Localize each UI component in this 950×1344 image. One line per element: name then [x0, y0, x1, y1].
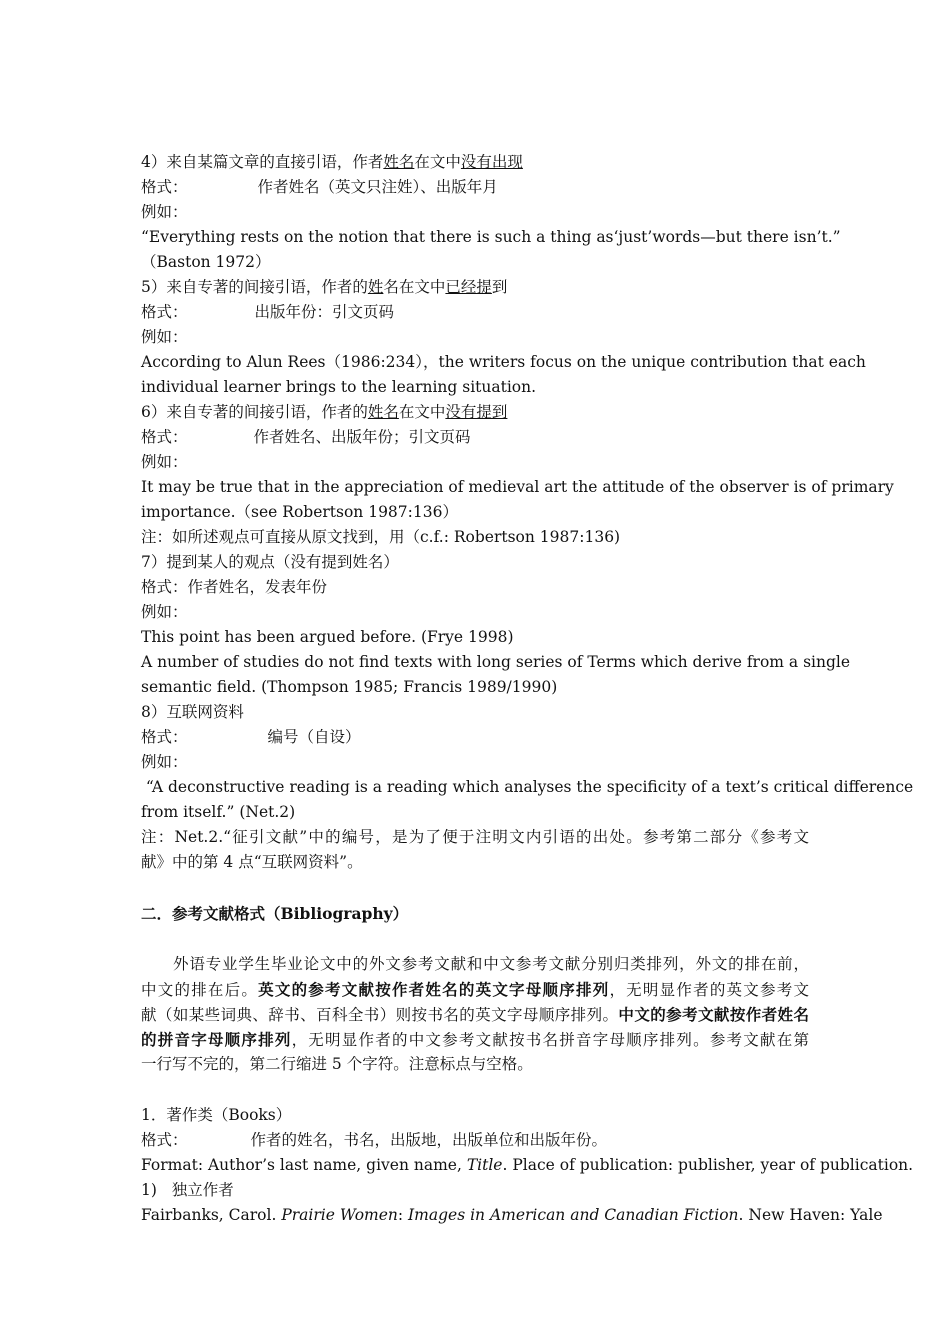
- section-7-example-label: 例如：: [141, 603, 188, 621]
- bibliography-paragraph-line-3: [141, 1002, 809, 1027]
- section-5-example-line-2: individual learner brings to the learning situation.: [141, 378, 537, 396]
- section-4-example-line-2: （Baston 1972）: [141, 253, 271, 271]
- section-5-example-line-1: According to Alun Rees（1986:234），the writers focus on the unique contribution that each: [141, 353, 866, 371]
- bold-text: 英文的参考文献按作者姓名的英文字母顺序排列: [258, 980, 610, 999]
- books-heading: 1．著作类（Books）: [141, 1106, 292, 1124]
- document-body: [141, 150, 914, 1228]
- bibliography-paragraph-line-2: [141, 977, 809, 1002]
- heading-text: 5）来自专著的间接引语，作者的: [141, 278, 368, 296]
- bibliography-paragraph-line-1: 外语专业学生毕业论文中的外文参考文献和中文参考文献分别归类排列，外文的排在前，: [173, 955, 809, 973]
- spacer: [141, 1077, 809, 1103]
- format-text: 作者姓名（英文只注姓）、出版年月: [257, 178, 498, 196]
- heading-text: 4）来自某篇文章的直接引语，作者: [141, 153, 384, 171]
- section-5-example-label: 例如：: [141, 328, 188, 346]
- spacer: [141, 926, 809, 952]
- section-4-example-line-1: “Everything rests on the notion that there is such a thing as‘just’words—but there isn’t.”: [141, 228, 841, 246]
- paragraph-text: ，无明显作者的英文参考文: [609, 981, 809, 999]
- section-6-example-line-1: It may be true that in the appreciation of medieval art the attitude of the observer is of primary: [141, 478, 894, 496]
- section-4-example-label: 例如：: [141, 203, 188, 221]
- section-5-format: [141, 300, 809, 325]
- italic-text: Prairie Women: [281, 1206, 398, 1224]
- format-label: 格式：: [141, 303, 188, 321]
- section-6-format: [141, 425, 809, 450]
- format-text: 编号（自设）: [267, 728, 361, 746]
- format-text: . Place of publication: publisher, year of publication.: [502, 1156, 914, 1174]
- heading-text: 到: [491, 278, 508, 296]
- format-text: Format: Author’s last name, given name,: [141, 1156, 467, 1174]
- heading-text: 名在文中: [383, 278, 446, 296]
- underlined-text: 姓: [367, 278, 384, 296]
- section-4-format: [141, 175, 809, 200]
- citation-text: Fairbanks, Carol.: [141, 1206, 282, 1224]
- section-7-format: 格式：作者姓名，发表年份: [141, 578, 328, 596]
- underlined-text: 没有提到: [445, 403, 508, 421]
- section-5-heading: [141, 275, 809, 300]
- citation-text: . New Haven: Yale: [738, 1206, 883, 1224]
- bibliography-paragraph-line-5: 一行写不完的，第二行缩进 5 个字符。注意标点与空格。: [141, 1055, 533, 1073]
- section-8-note-line-1: 注：Net.2.“征引文献”中的编号，是为了便于注明文内引语的出处。参考第二部分《参考文: [141, 828, 809, 846]
- format-text: 作者姓名、出版年份；引文页码: [253, 428, 471, 446]
- paragraph-text: 中文的排在后。: [141, 981, 259, 999]
- underlined-text: 姓名: [383, 153, 415, 171]
- section-8-format: [141, 725, 809, 750]
- format-label: 格式：: [141, 1131, 188, 1149]
- heading-text: 6）来自专著的间接引语，作者的: [141, 403, 368, 421]
- section-6-note: 注：如所述观点可直接从原文找到，用（c.f.: Robertson 1987:136): [141, 528, 621, 546]
- section-7-example-2-line-1: A number of studies do not find texts with long series of Terms which derive from a single: [141, 653, 851, 671]
- underlined-text: 没有出现: [460, 153, 523, 171]
- paragraph-text: 献（如某些词典、辞书、百科全书）则按书名的英文字母顺序排列。: [141, 1006, 619, 1024]
- section-8-example-line-2: from itself.” (Net.2): [141, 803, 296, 821]
- underlined-text: 已经提: [445, 278, 492, 296]
- heading-text: 在文中: [414, 153, 461, 171]
- section-8-heading: 8）互联网资料: [141, 703, 244, 721]
- format-label: 格式：: [141, 728, 188, 746]
- bold-text: 中文的参考文献按作者姓名: [618, 1005, 809, 1024]
- books-example-line-1: [141, 1203, 883, 1228]
- format-text: 出版年份：引文页码: [254, 303, 395, 321]
- section-6-heading: [141, 400, 809, 425]
- italic-text: Title: [466, 1156, 503, 1174]
- citation-text: :: [397, 1206, 409, 1224]
- section-8-example-label: 例如：: [141, 753, 188, 771]
- format-text: 作者的姓名，书名，出版地，出版单位和出版年份。: [250, 1131, 608, 1149]
- spacer: [141, 875, 809, 901]
- bibliography-title: 二．参考文献格式（Bibliography）: [141, 904, 409, 923]
- underlined-text: 姓名: [367, 403, 399, 421]
- books-sub-heading: 1) 独立作者: [141, 1181, 234, 1199]
- heading-text: 在文中: [398, 403, 446, 421]
- section-6-example-label: 例如：: [141, 453, 188, 471]
- books-format: [141, 1128, 809, 1153]
- bibliography-paragraph-line-4: [141, 1027, 809, 1052]
- section-7-example-1: This point has been argued before. (Frye 1998): [141, 628, 514, 646]
- books-english-format: [141, 1153, 914, 1178]
- section-8-note-line-2: 献》中的第 4 点“互联网资料”。: [141, 853, 363, 871]
- section-4-heading: [141, 150, 809, 175]
- section-6-example-line-2: importance.（see Robertson 1987:136）: [141, 503, 458, 521]
- bold-text: 的拼音字母顺序排列: [141, 1030, 292, 1049]
- italic-text: Images in American and Canadian Fiction: [408, 1206, 739, 1224]
- format-label: 格式：: [141, 178, 188, 196]
- section-7-heading: 7）提到某人的观点（没有提到姓名）: [141, 553, 399, 571]
- format-label: 格式：: [141, 428, 188, 446]
- paragraph-text: ，无明显作者的中文参考文献按书名拼音字母顺序排列。参考文献在第: [291, 1031, 809, 1049]
- section-7-example-2-line-2: semantic field. (Thompson 1985; Francis 1989/1990): [141, 678, 558, 696]
- section-8-example-line-1: “A deconstructive reading is a reading which analyses the specificity of a text’s critical difference: [141, 778, 914, 796]
